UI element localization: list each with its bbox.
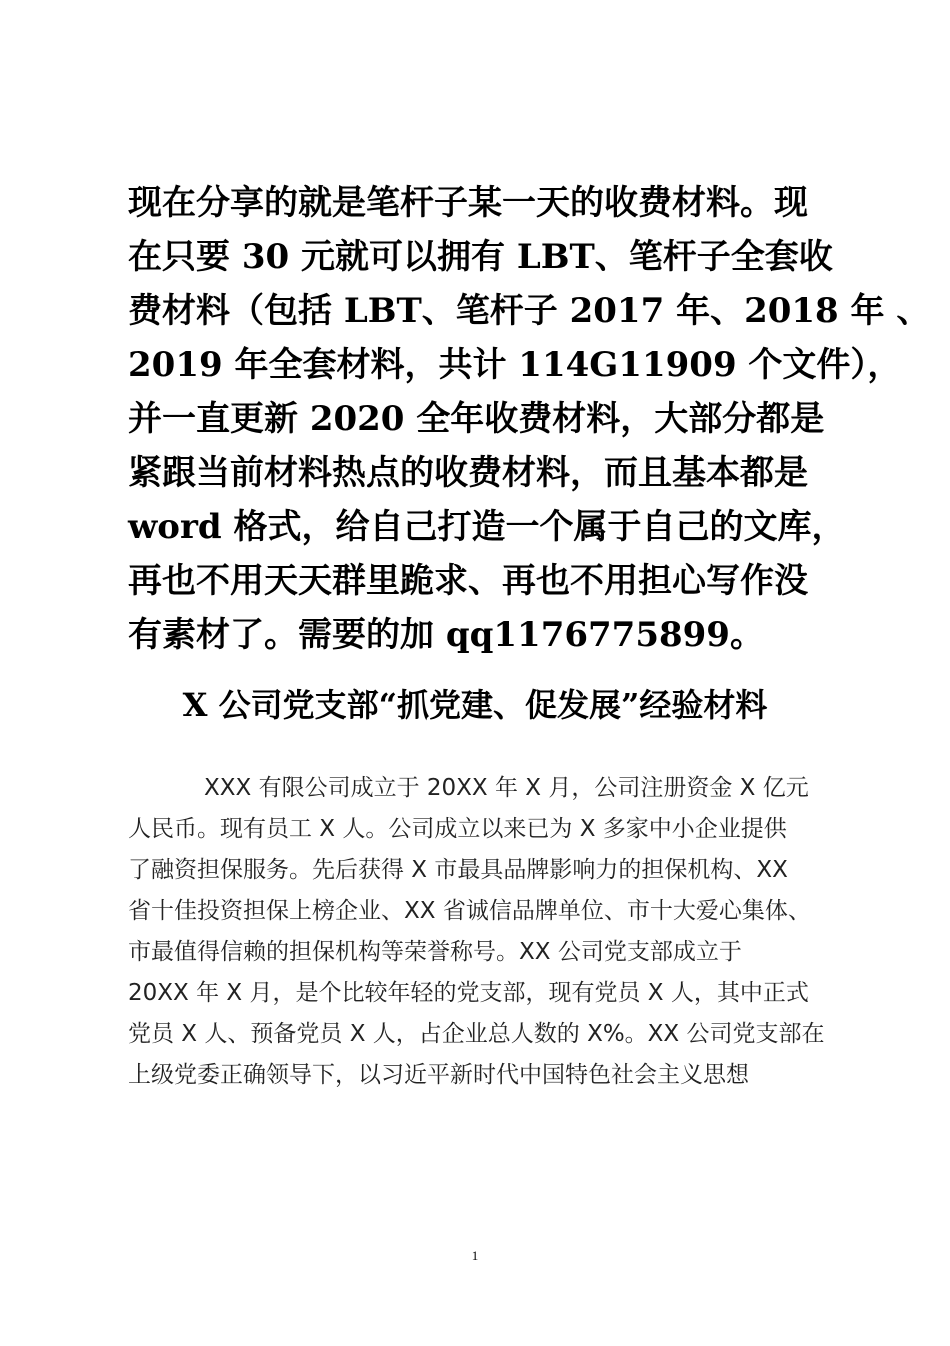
body-line: 市最值得信赖的担保机构等荣誉称号。XX 公司党支部成立于 — [128, 939, 742, 965]
body-line: 人民币。现有员工 X 人。公司成立以来已为 X 多家中小企业提供 — [128, 816, 787, 842]
promo-line: 紧跟当前材料热点的收费材料，而且基本都是 — [128, 453, 808, 493]
promo-line: 2019 年全套材料，共计 114G11909 个文件）， — [128, 345, 902, 385]
body-paragraph — [128, 768, 848, 1096]
promo-line: word 格式，给自己打造一个属于自己的文库， — [128, 507, 846, 547]
body-line: XXX 有限公司成立于 20XX 年 X 月，公司注册资金 X 亿元 — [204, 775, 809, 801]
body-line: 上级党委正确领导下，以习近平新时代中国特色社会主义思想 — [128, 1062, 749, 1088]
body-line: 了融资担保服务。先后获得 X 市最具品牌影响力的担保机构、XX — [128, 857, 788, 883]
promo-line: 再也不用天天群里跪求、再也不用担心写作没 — [128, 561, 808, 601]
body-line: 20XX 年 X 月，是个比较年轻的党支部，现有党员 X 人，其中正式 — [128, 980, 809, 1006]
promo-line: 有素材了。需要的加 qq1176775899。 — [128, 615, 764, 655]
body-line: 党员 X 人、预备党员 X 人，占企业总人数的 X%。XX 公司党支部在 — [128, 1021, 825, 1047]
promo-line: 现在分享的就是笔杆子某一天的收费材料。现 — [128, 183, 808, 223]
promo-paragraph — [128, 176, 931, 662]
body-line: 省十佳投资担保上榜企业、XX 省诚信品牌单位、市十大爱心集体、 — [128, 898, 811, 924]
promo-line: 并一直更新 2020 全年收费材料，大部分都是 — [128, 399, 825, 439]
promo-line: 费材料（包括 LBT、笔杆子 2017 年、2018 年 、 — [128, 291, 931, 331]
promo-line: 在只要 30 元就可以拥有 LBT、笔杆子全套收 — [128, 237, 833, 277]
document-title: X 公司党支部“抓党建、促发展”经验材料 — [182, 686, 768, 724]
page-number: 1 — [471, 1248, 479, 1263]
